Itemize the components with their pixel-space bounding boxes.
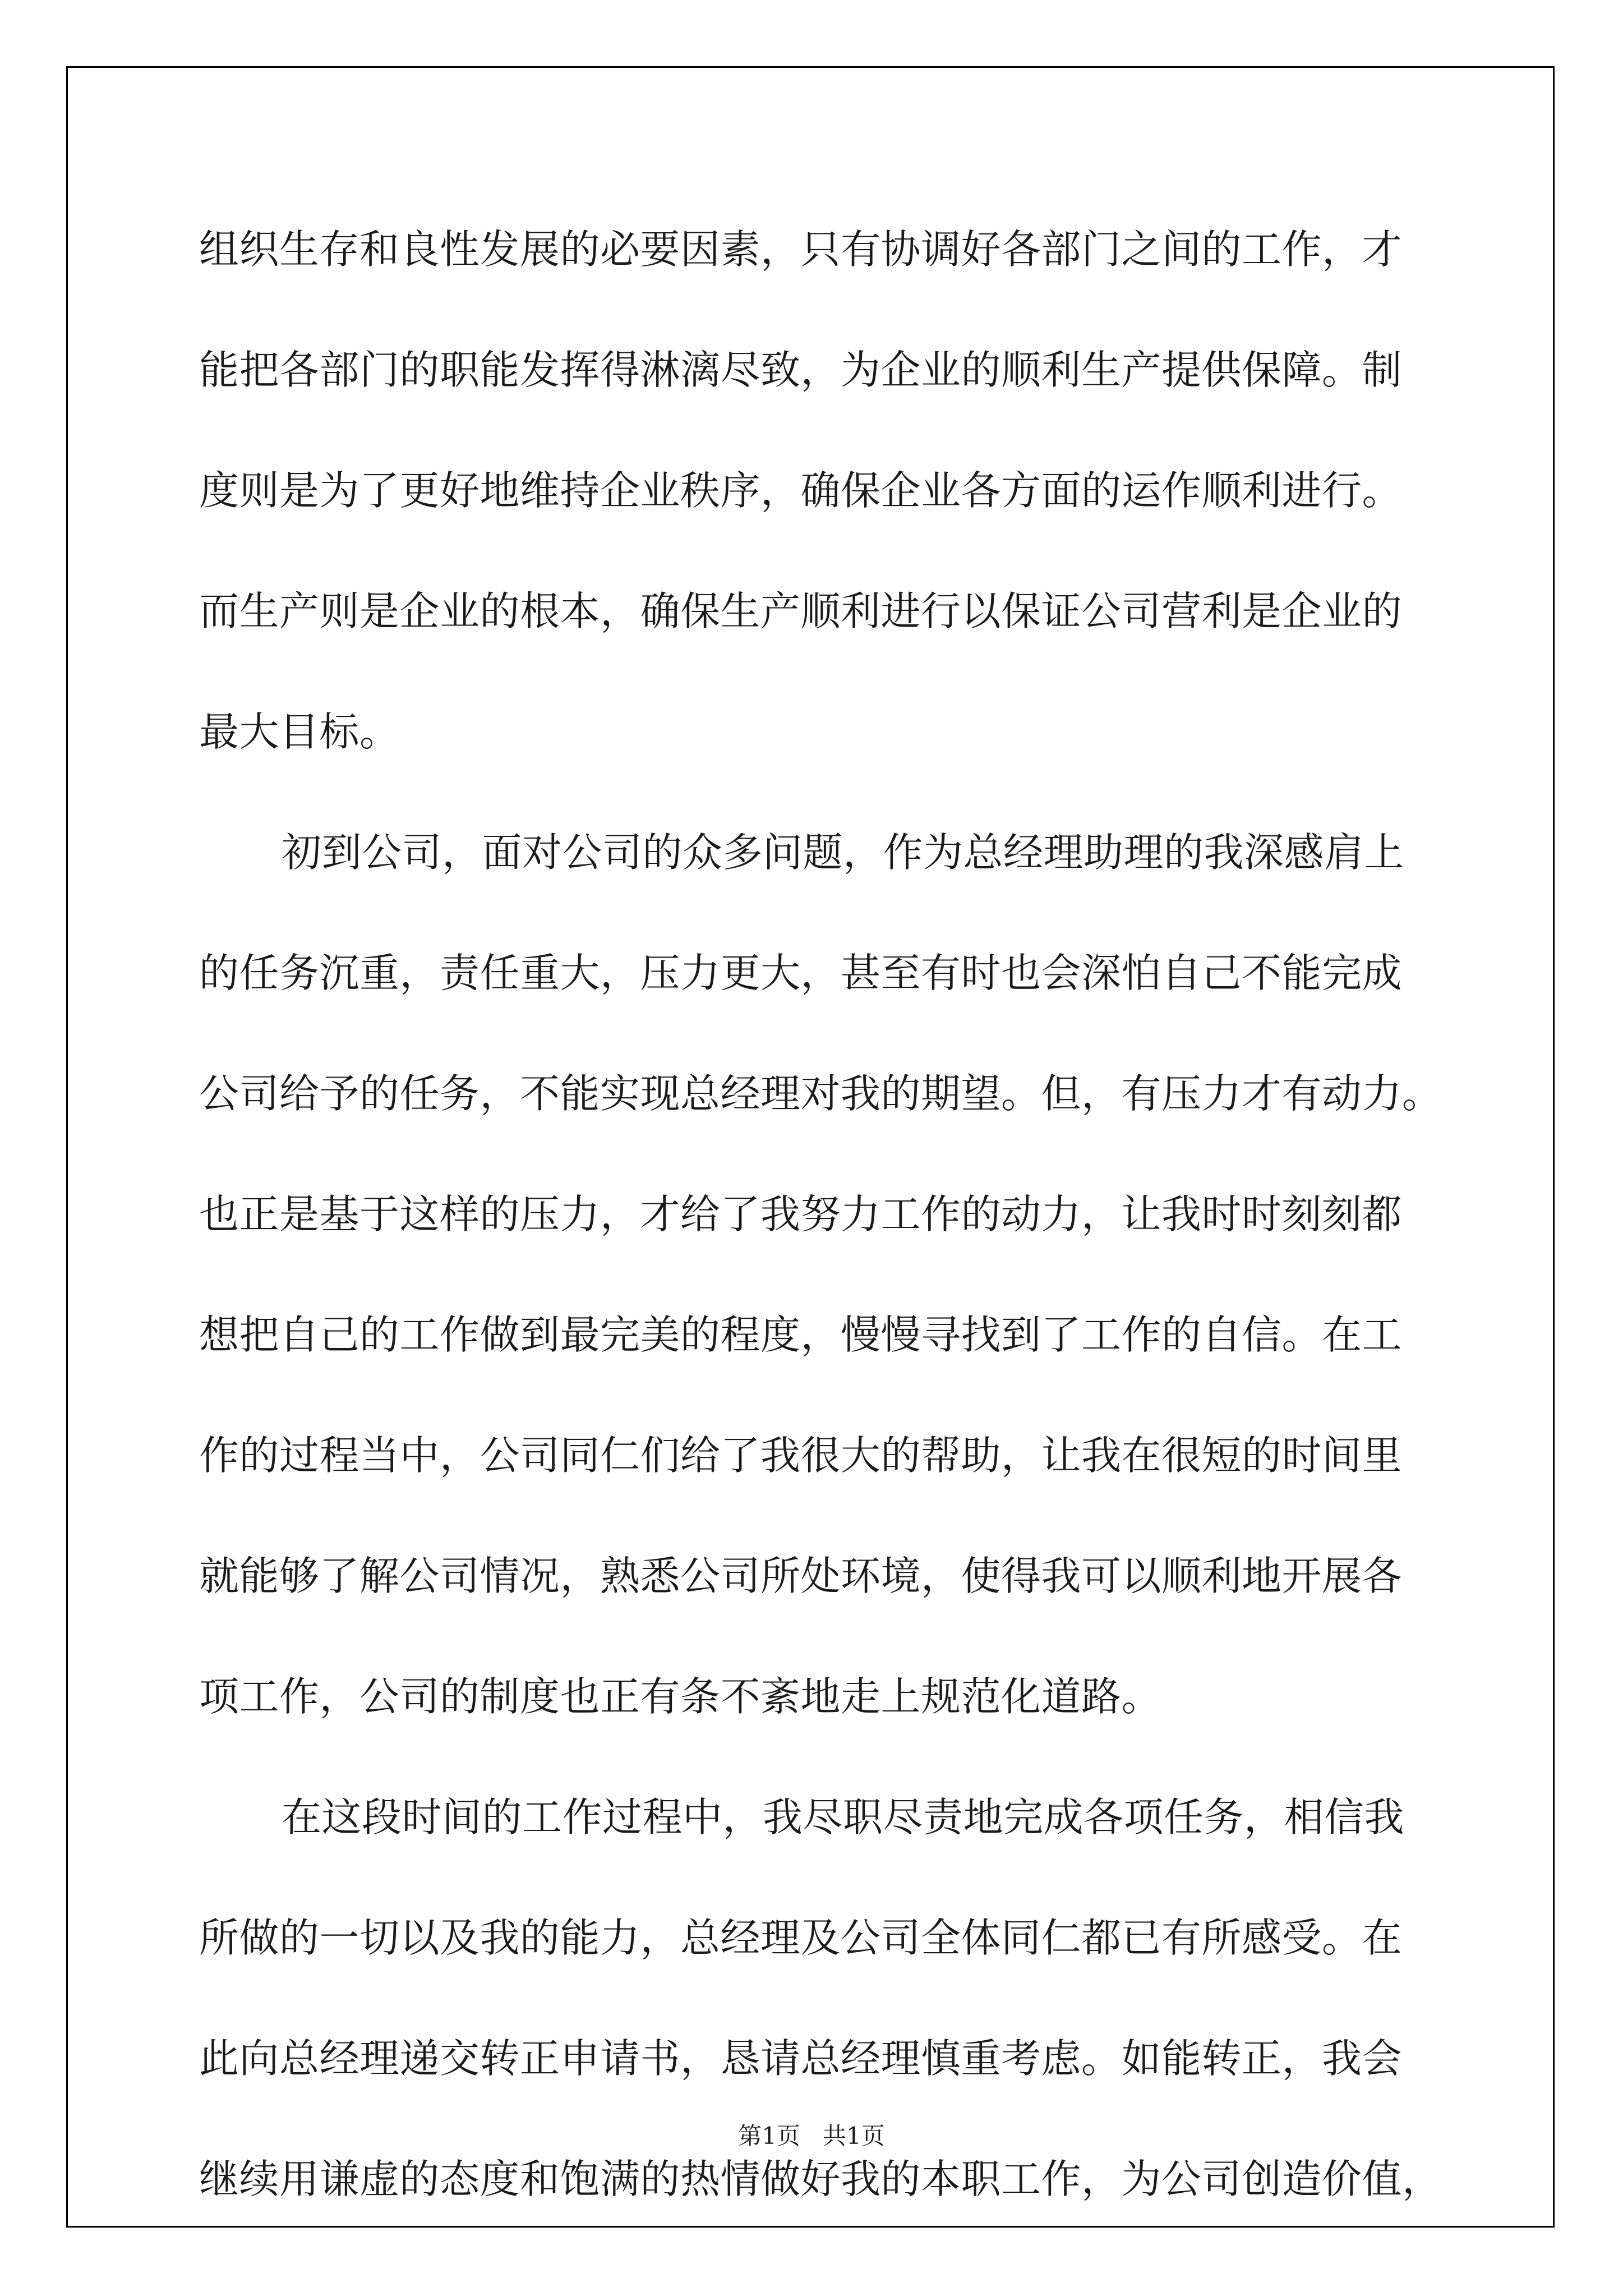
text-line: 的任务沉重，责任重大，压力更大，甚至有时也会深怕自己不能完成 [199,950,1403,996]
text-line: 作的过程当中，公司同仁们给了我很大的帮助，让我在很短的时间里 [199,1432,1403,1479]
text-line: 而生产则是企业的根本，确保生产顺利进行以保证公司营利是企业的 [199,588,1403,634]
text-line: 项工作，公司的制度也正有条不紊地走上规范化道路。 [199,1673,1162,1720]
text-line: 也正是基于这样的压力，才给了我努力工作的动力，让我时时刻刻都 [199,1191,1403,1237]
text-line: 最大目标。 [199,708,400,755]
text-line: 组织生存和良性发展的必要因素，只有协调好各部门之间的工作，才 [199,226,1403,273]
page-footer [0,2119,1623,2153]
text-line: 度则是为了更好地维持企业秩序，确保企业各方面的运作顺利进行。 [199,467,1403,514]
text-line: 在这段时间的工作过程中，我尽职尽责地完成各项任务，相信我 [282,1794,1405,1841]
text-line: 继续用谦虚的态度和饱满的热情做好我的本职工作，为公司创造价值， [199,2156,1442,2202]
text-line: 所做的一切以及我的能力，总经理及公司全体同仁都已有所感受。在 [199,1915,1403,1961]
text-line: 想把自己的工作做到最完美的程度，慢慢寻找到了工作的自信。在工 [199,1312,1403,1358]
page-number-current: 第1页 [738,2122,800,2150]
text-line: 就能够了解公司情况，熟悉公司所处环境，使得我可以顺利地开展各 [199,1553,1403,1599]
text-line: 能把各部门的职能发挥得淋漓尽致，为企业的顺利生产提供保障。制 [199,347,1403,393]
text-line: 初到公司，面对公司的众多问题，作为总经理助理的我深感肩上 [282,829,1405,876]
page-number-total: 共1页 [823,2122,885,2150]
document-body [199,216,1442,2266]
text-line: 此向总经理递交转正申请书，恳请总经理慎重考虑。如能转正，我会 [199,2035,1403,2082]
text-line: 公司给予的任务，不能实现总经理对我的期望。但，有压力才有动力。 [199,1070,1442,1117]
